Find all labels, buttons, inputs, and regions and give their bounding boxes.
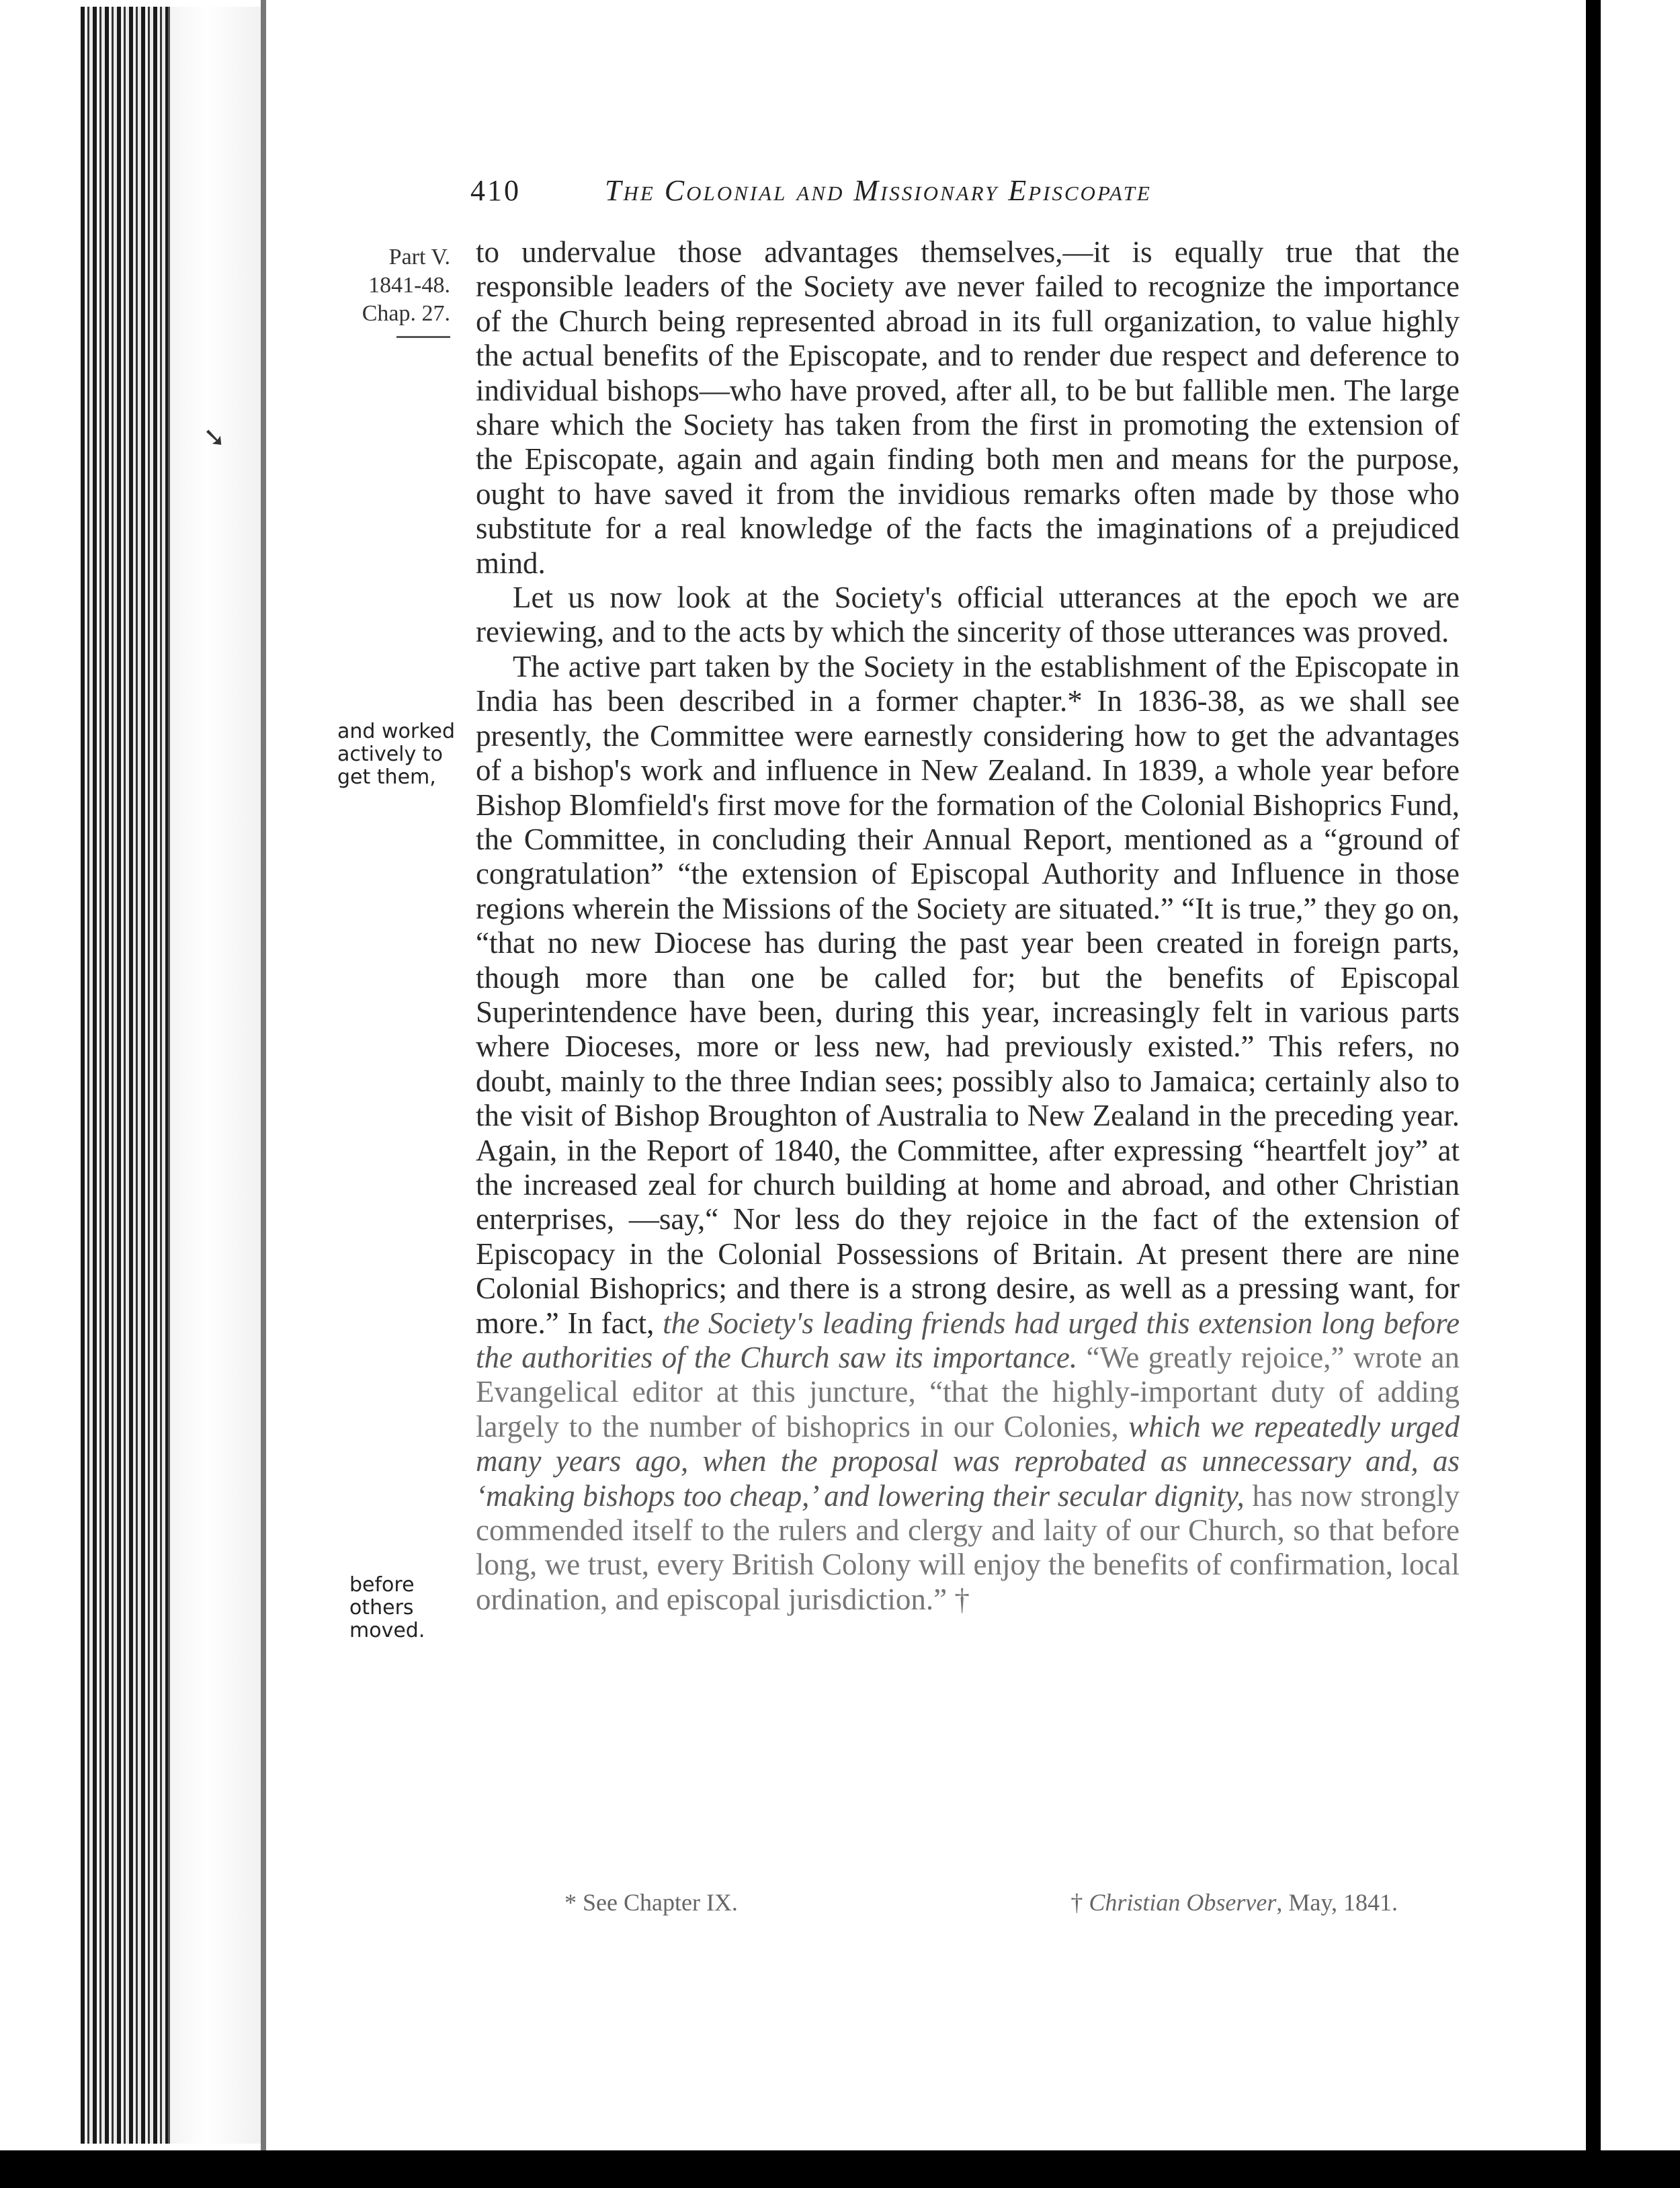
margin-years: 1841-48. xyxy=(368,273,450,298)
footnotes xyxy=(551,1888,1398,1922)
paragraph-3 xyxy=(476,650,1460,1617)
footnote-2-source: Christian Observer xyxy=(1089,1889,1277,1916)
margin-mark-icon: ➘ xyxy=(203,422,226,453)
paragraph-3-part-b: “We greatly rejoice,” wrote an Evangelical editor at this juncture, “that the highly-important duty of adding largely to the number of bishoprics in our Colonies, xyxy=(476,1341,1460,1443)
running-header xyxy=(470,173,1317,214)
paragraph-3-part-a: The active part taken by the Society in the establishment of the Episcopate in India has been described in a former chapter.* In 1836-38, as we shall see presently, the Committee were earnestly considering how to get the advantages of a bishop's work and influence in New Zealand. In 1839, a whole year before Bishop Blomfield's first move for the formation of the Colonial Bishoprics Fund, the Committee, in concluding their Annual Report, mentioned as a “ground of congratulation” “the extension of Episcopal Authority and Influence in those regions wherein the Missions of the Society are situated.” “It is true,” they go on, “that no new Diocese has during the past year been created in foreign parts, though more than one be called for; but the benefits of Episcopal Superintendence have been, during this year, increasingly felt in various parts where Dioceses, more or less new, had previously existed.” This refers, no doubt, mainly to the three Indian sees; possibly also to Jamaica; certainly also to the visit of Bishop Broughton of Australia to New Zealand in the preceding year. Again, in the Report of 1840, the Committee, after expressing “heartfelt joy” at the increased zeal for church building at home and abroad, and other Christian enterprises, —say,“ Nor less do they rejoice in the fact of the extension of Episcopacy in the Colonial Possessions of Britain. At present there are nine Colonial Bishoprics; and there is a strong desire, as well as a pressing want, for more.” In fact, xyxy=(476,649,1460,1340)
body-text xyxy=(476,235,1460,1617)
next-page-strip xyxy=(1601,0,1680,2150)
footnote-1: * See Chapter IX. xyxy=(564,1889,738,1916)
paragraph-2: Let us now look at the Society's official utterances at the epoch we are reviewing, and to the acts by which the sincerity of those utterances was proved. xyxy=(476,581,1460,649)
side-note-1: and worked actively to get them, xyxy=(337,720,456,789)
book-gutter xyxy=(168,7,261,2144)
paragraph-3-part-c: has now strongly commended itself to the rulers and clergy and laity of our Church, so that before long, we trust, every British Colony will enjoy the benefits of confirmation, local ordination, and episcopal jurisdiction.” † xyxy=(476,1478,1460,1616)
gutter-line xyxy=(261,0,266,2150)
side-note-2: before others moved. xyxy=(349,1573,425,1642)
paragraph-3-italic-1: the Society's leading friends had urged this extension long before the authorities of the Church saw its importance. xyxy=(476,1306,1460,1374)
scan-bottom-border xyxy=(0,2150,1680,2188)
margin-part: Part V. xyxy=(388,245,450,269)
paragraph-3-italic-2: which we repeatedly urged many years ago, when the proposal was reprobated as unnecessary and, as ‘making bishops too cheap,’ and lowering their secular dignity, xyxy=(476,1409,1460,1513)
margin-chapter: Chap. 27. xyxy=(362,301,450,326)
paragraph-1: to undervalue those advantages themselves,—it is equally true that the responsible leaders of the Society ave never failed to recognize the importance of the Church being represented abroad in its full organization, to value highly the actual benefits of the Episcopate, and to render due respect and deference to individual bishops—who have proved, after all, to be but fallible men. The large share which the Society has taken from the first in promoting the extension of the Episcopate, again and again finding both men and means for the purpose, ought to have saved it from the invidious remarks often made by those who substitute for a real knowledge of the facts the imaginations of a prejudiced mind. xyxy=(476,235,1460,580)
footnote-2 xyxy=(1070,1888,1398,1917)
footnote-2-mark: † xyxy=(1070,1889,1089,1916)
running-title: The Colonial and Missionary Episcopate xyxy=(605,174,1152,207)
margin-part-label xyxy=(316,243,450,338)
footnote-2-date: , May, 1841. xyxy=(1276,1889,1398,1916)
margin-rule xyxy=(396,336,450,338)
page-number: 410 xyxy=(470,174,521,207)
page-edge-right xyxy=(1586,0,1601,2150)
